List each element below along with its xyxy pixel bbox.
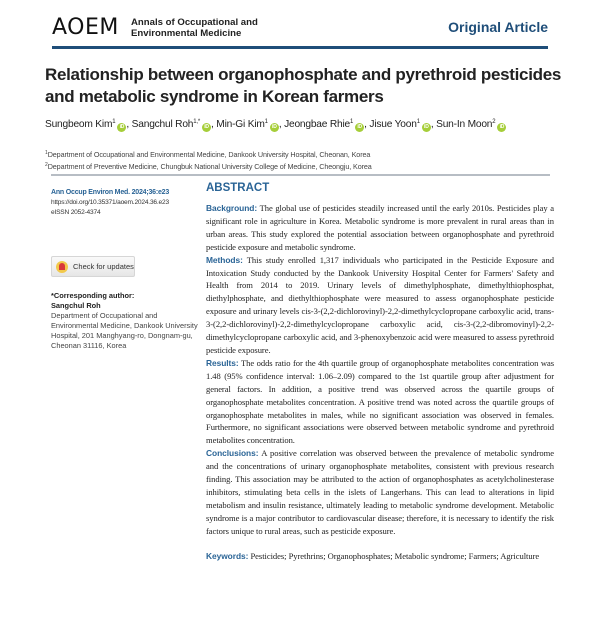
citation: Ann Occup Environ Med. 2024;36:e23 — [51, 189, 170, 196]
affiliation-text: Department of Preventive Medicine, Chungbuk National University College of Medicine, Cheongju, Korea — [47, 162, 372, 171]
author-affiliation-mark: 1 — [264, 119, 268, 125]
affiliation-text: Department of Occupational and Environmental Medicine, Dankook University Hospital, Cheonan, Korea — [47, 150, 371, 159]
abstract — [206, 182, 554, 562]
section-label: Results: — [206, 357, 239, 368]
author-affiliation-mark: 2 — [492, 119, 496, 125]
section-text: The odds ratio for the 4th quartile group of organophosphate metabolites concentration was 1.48 (95% confidence interval: 1.06–2.09) compared to the 1st quartile group after adjustment for general factors. In addition, a positive trend was observed across the quartile groups of organophosphate metabolites concentration. A positive trend was noted across the quartile groups of organophosphate metabolites in males, while no significant association was observed in females. Furthermore, no significant associations were observed between metabolic syndrome and pyrethroid metabolites concentration. — [206, 357, 554, 446]
author-affiliation-mark: 1 — [350, 119, 354, 125]
article-title — [45, 64, 565, 108]
eissn: eISSN 2052-4374 — [51, 209, 101, 216]
corresponding-author-label: *Corresponding author: — [51, 291, 135, 300]
journal-name — [131, 17, 258, 39]
author[interactable] — [45, 119, 115, 130]
author-name[interactable]: Sungbeom Kim — [45, 119, 113, 130]
section-label: Methods: — [206, 254, 243, 265]
orcid-icon[interactable]: iD — [355, 123, 364, 132]
author-affiliation-mark: 1 — [416, 119, 420, 125]
check-for-updates-button[interactable] — [51, 256, 135, 277]
author-affiliation-mark: 1 — [112, 119, 116, 125]
section-label: Background: — [206, 203, 258, 213]
author[interactable] — [216, 119, 268, 130]
author-name[interactable]: Sangchul Roh — [131, 119, 194, 130]
title-line-2: and metabolic syndrome in Korean farmers — [45, 87, 384, 106]
orcid-icon[interactable]: iD — [202, 123, 211, 132]
author[interactable] — [132, 119, 200, 130]
corresponding-author — [51, 291, 201, 351]
journal-name-line2: Environmental Medicine — [131, 28, 242, 39]
crossmark-icon — [56, 261, 68, 273]
doi-link[interactable]: https://doi.org/10.35371/aoem.2024.36.e23 — [51, 199, 169, 206]
author-name[interactable]: Jisue Yoon — [369, 119, 417, 130]
header-rule — [52, 46, 548, 49]
keywords — [206, 550, 554, 563]
orcid-icon[interactable]: iD — [422, 123, 431, 132]
corresponding-author-name: Sangchul Roh — [51, 301, 101, 310]
corresponding-author-address: Department of Occupational and Environmental Medicine, Dankook University Hospital, 201 Manghyang-ro, Dongnam-gu, Cheonan 31116, Korea — [51, 311, 198, 350]
section-text: A positive correlation was observed between the prevalence of metabolic syndrome and the concentrations of urinary organophosphate metabolites, consistent with previous research finding. This association may be attributed to the action of organophosphates as acetylcholinesterase inhibitors, stimulating beta cells in the islets of Langerhans. This can lead to alterations in lipid metabolism and insulin resistance, ultimately leading to metabolic syndrome development. Metabolic syndrome is a major contributor to cardiovascular disease; therefore, it is necessary to identify the risk factors unique to rural areas, such as pesticide exposure. — [206, 448, 554, 536]
orcid-icon[interactable]: iD — [497, 123, 506, 132]
journal-header — [52, 10, 548, 48]
abstract-body — [206, 202, 554, 562]
journal-logo: AOEM — [52, 15, 119, 40]
affiliation-mark: 2 — [45, 162, 48, 168]
author[interactable] — [284, 119, 353, 130]
author-affiliation-mark: 1,* — [193, 119, 201, 125]
section-divider — [51, 174, 550, 176]
keywords-text: Pesticides; Pyrethrins; Organophosphates; Metabolic syndrome; Farmers; Agriculture — [250, 550, 540, 561]
affiliation — [45, 160, 585, 172]
abstract-methods — [206, 254, 554, 357]
affiliation-mark: 1 — [45, 150, 48, 156]
section-text: The global use of pesticides steadily increased until the early 2010s. Pesticides play a significant role in agriculture in Korea. Metabolic syndrome is more prevalent in rural areas than in urban areas. This study explored the potential association between organophosphate and pyrethroid pesticide exposure and metabolic syndrome. — [206, 203, 554, 252]
affiliations — [45, 148, 585, 172]
keywords-label: Keywords: — [206, 550, 249, 561]
abstract-heading: ABSTRACT — [206, 182, 270, 194]
journal-name-line1: Annals of Occupational and — [131, 17, 258, 28]
author-list: Sungbeom Kim$^1$iD , Sangchul Roh$^{1,*}$iD , Min-Gi Kim$^1$iD , Jeongbae Rhie$^1$iD , Jisue Yoon$^1$iD , Sun-In Moon$^2$iD — [45, 119, 585, 132]
section-text: This study enrolled 1,317 individuals who participated in the Pesticide Exposure and Intoxication Study conducted by the Dankook University Hospital Center for Farmers' Safety and Health from 2014 to 2019. Urinary levels of dimethylphosphate, dimethylthiophosphat, diethylphosphate, and diethylthiophosphate were measured to assess organophosphate pesticide exposure and urinary levels cis-3-(2,2-dichlorovinyl)-2,2-dimethylcyclopropane carboxylic acid, trans-3-(2,2-dichlorovinyl)-2,2-dimethylcyclopropane carboxylic acid, cis-3-(2,2-dibromovinyl)-2,2-dimethylcyclopropane carboxylic acid, and 3-phenoxybenzoic acid were measured to assess pyrethroid pesticide exposure. — [206, 254, 554, 355]
author[interactable] — [436, 119, 495, 130]
article-info-sidebar — [51, 188, 198, 350]
author-name[interactable]: Sun-In Moon — [436, 119, 493, 130]
orcid-icon[interactable]: iD — [270, 123, 279, 132]
title-line-1: Relationship between organophosphate and pyrethroid pesticides — [45, 65, 562, 84]
orcid-icon[interactable]: iD — [117, 123, 126, 132]
abstract-conclusions — [206, 447, 554, 537]
author[interactable] — [369, 119, 419, 130]
abstract-background — [206, 202, 554, 254]
abstract-results — [206, 357, 554, 447]
article-type: Original Article — [448, 19, 548, 35]
affiliation — [45, 148, 585, 160]
author-name[interactable]: Min-Gi Kim — [216, 119, 265, 130]
check-for-updates-label: Check for updates — [73, 262, 134, 271]
author-name[interactable]: Jeongbae Rhie — [284, 119, 351, 130]
section-label: Conclusions: — [206, 448, 259, 459]
